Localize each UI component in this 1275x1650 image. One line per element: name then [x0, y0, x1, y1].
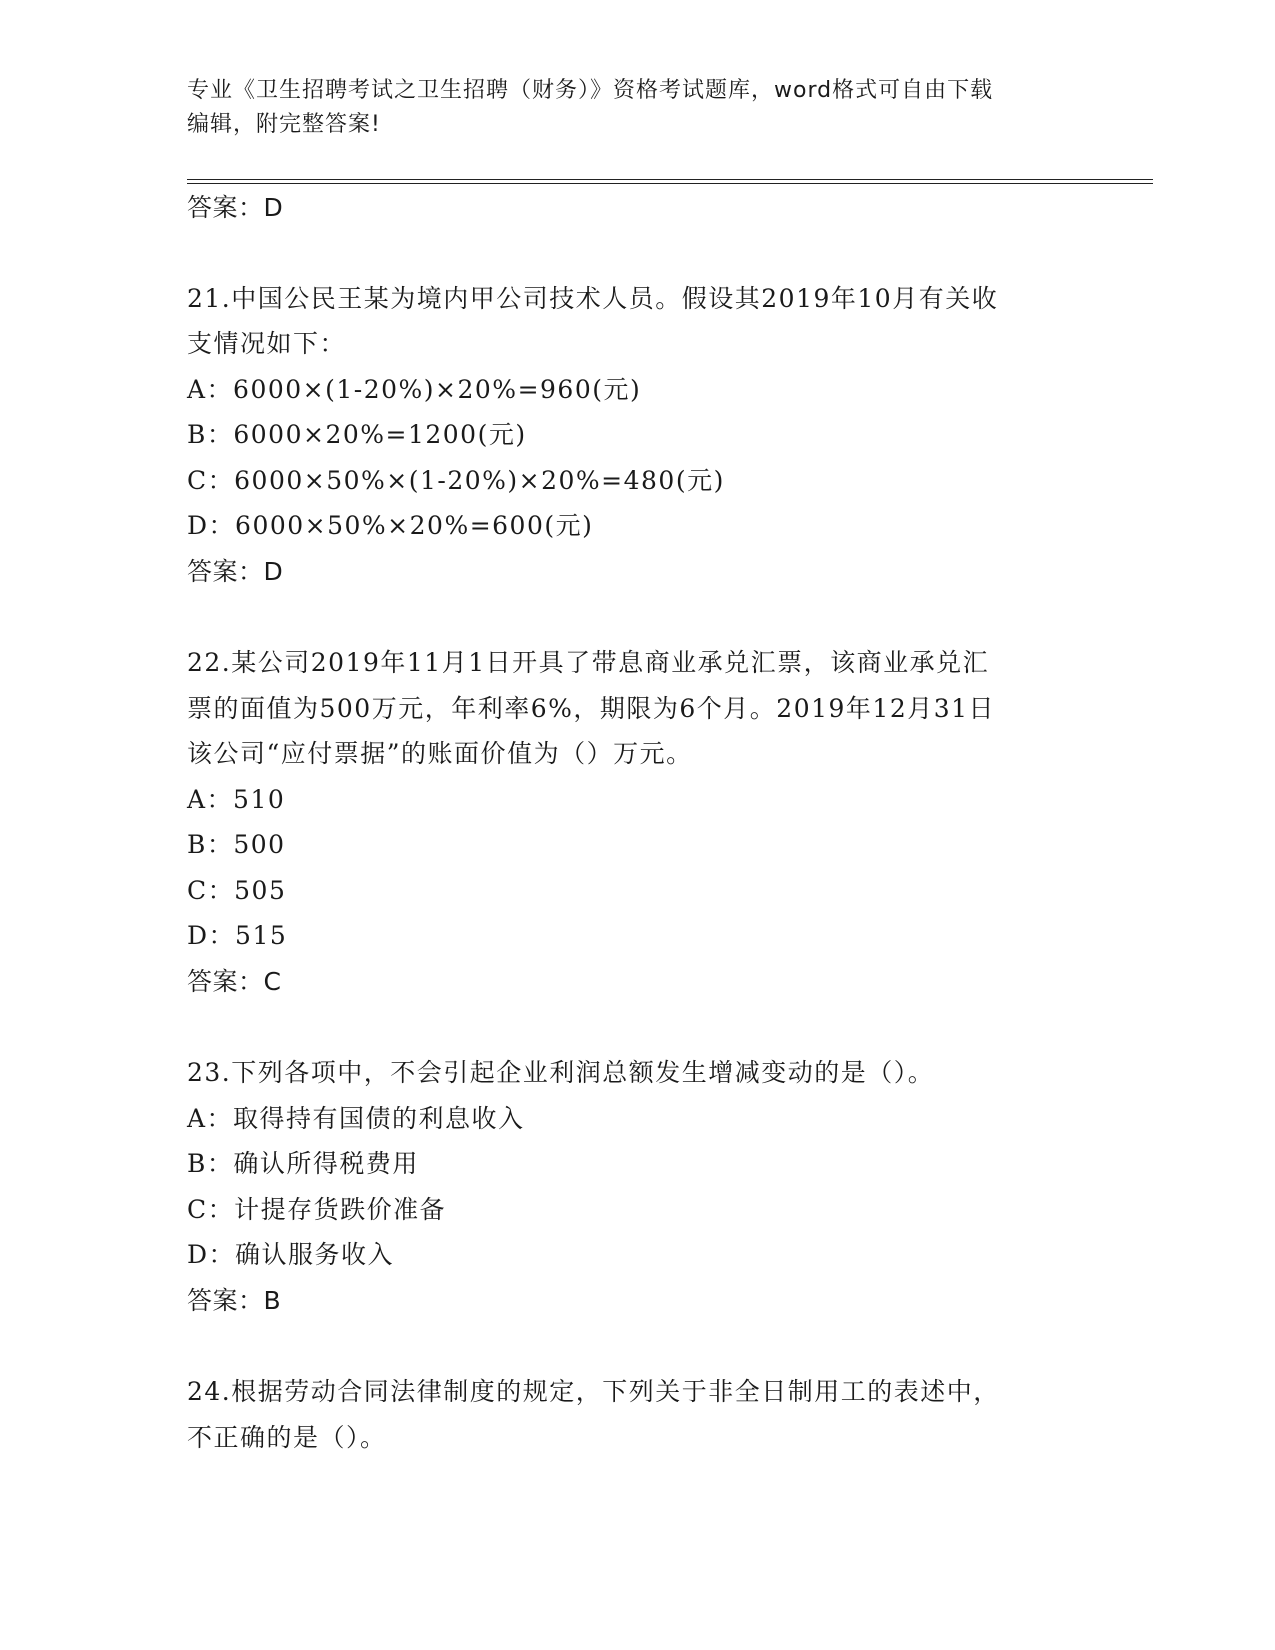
option-c: C：计提存货跌价准备	[187, 1194, 447, 1224]
question-text-line: 21.中国公民王某为境内甲公司技术人员。假设其2019年10月有关收	[187, 283, 999, 313]
question-text-line: 22.某公司2019年11月1日开具了带息商业承兑汇票，该商业承兑汇	[187, 648, 990, 677]
option-d: D：6000×50%×20%=600(元)	[187, 511, 594, 540]
header-line-1: 专业《卫生招聘考试之卫生招聘（财务）》资格考试题库，word格式可自由下载	[187, 78, 994, 103]
prev-answer: 答案：D	[187, 193, 284, 222]
option-d: D：515	[187, 921, 288, 950]
option-c: C：6000×50%×(1-20%)×20%=480(元)	[187, 465, 725, 495]
answer: 答案：D	[187, 556, 284, 586]
question-text-line: 不正确的是（）。	[187, 1422, 387, 1452]
header-line-2: 编辑，附完整答案!	[187, 112, 381, 137]
question-text-line: 23.下列各项中，不会引起企业利润总额发生增减变动的是（）。	[187, 1058, 935, 1087]
answer: 答案：B	[187, 1285, 282, 1315]
option-a: A：取得持有国债的利息收入	[187, 1103, 525, 1133]
option-c: C：505	[187, 875, 287, 905]
document-header	[187, 74, 1087, 142]
question-text-line: 票的面值为500万元，年利率6%，期限为6个月。2019年12月31日	[187, 693, 996, 723]
spacer	[187, 1004, 1117, 1050]
option-b: B：500	[187, 830, 286, 859]
question-21	[187, 276, 1117, 595]
question-23	[187, 1050, 1117, 1323]
answer: 答案：C	[187, 966, 282, 996]
header-divider-bottom	[187, 183, 1153, 184]
option-a: A：510	[187, 784, 286, 814]
spacer	[187, 1323, 1117, 1369]
spacer	[187, 231, 1117, 276]
question-text-line: 24.根据劳动合同法律制度的规定，下列关于非全日制用工的表述中，	[187, 1377, 1000, 1406]
question-text-line: 该公司“应付票据”的账面价值为（）万元。	[187, 739, 693, 768]
header-divider-top	[187, 179, 1153, 180]
question-text-line: 支情况如下：	[187, 329, 347, 358]
question-24	[187, 1369, 1117, 1460]
document-body	[187, 185, 1117, 1460]
option-b: B：6000×20%=1200(元)	[187, 420, 527, 449]
option-a: A：6000×(1-20%)×20%=960(元)	[187, 374, 642, 404]
option-b: B：确认所得税费用	[187, 1149, 419, 1178]
option-d: D：确认服务收入	[187, 1240, 395, 1269]
spacer	[187, 594, 1117, 640]
question-22	[187, 640, 1117, 1004]
